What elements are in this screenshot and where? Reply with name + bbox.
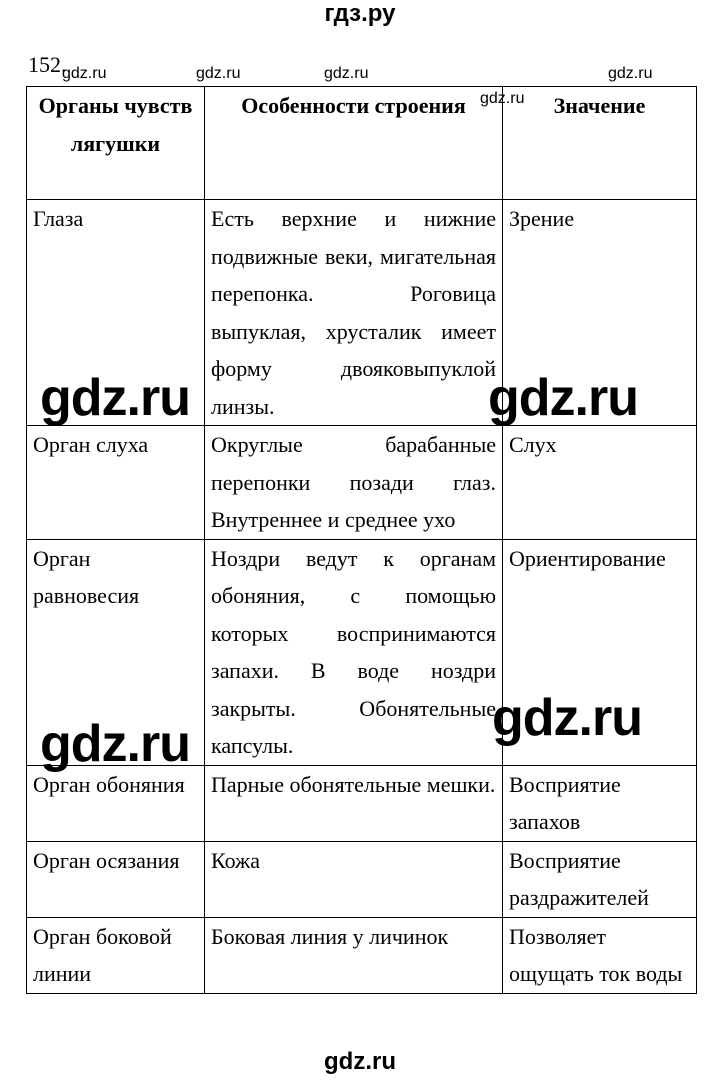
column-header-organ: Органы чувств лягушки bbox=[27, 87, 205, 200]
table-row bbox=[27, 765, 697, 841]
watermark-large: gdz.ru bbox=[40, 369, 190, 427]
cell-organ: Орган равновесия bbox=[27, 539, 205, 765]
column-header-meaning: Значение bbox=[503, 87, 697, 200]
table-row bbox=[27, 841, 697, 917]
table-row bbox=[27, 426, 697, 540]
watermark-small: gdz.ru bbox=[480, 90, 525, 107]
cell-meaning: Слух bbox=[503, 426, 697, 540]
cell-organ: Глаза bbox=[27, 200, 205, 426]
cell-meaning: Восприятие запахов bbox=[503, 765, 697, 841]
cell-structure: Ноздри ведут к органам обоняния, с помощью которых воспринимаются запахи. В воде ноздри закрыты. Обонятельные капсулы. bbox=[205, 539, 503, 765]
cell-meaning: Позволяет ощущать ток воды bbox=[503, 917, 697, 993]
cell-meaning: Ориентирование bbox=[503, 539, 697, 765]
cell-structure: Боковая линия у личинок bbox=[205, 917, 503, 993]
cell-organ: Орган осязания bbox=[27, 841, 205, 917]
cell-structure: Есть верхние и нижние подвижные веки, мигательная перепонка. Роговица выпуклая, хрусталик имеет форму двояковыпуклой линзы. bbox=[205, 200, 503, 426]
watermark-small: gdz.ru bbox=[324, 65, 369, 82]
cell-structure: Парные обонятельные мешки. bbox=[205, 765, 503, 841]
site-footer: gdz.ru bbox=[324, 1048, 396, 1075]
watermark-small: gdz.ru bbox=[196, 65, 241, 82]
cell-structure: Округлые барабанные перепонки позади глаз. Внутреннее и среднее ухо bbox=[205, 426, 503, 540]
cell-organ: Орган боковой линии bbox=[27, 917, 205, 993]
organs-table bbox=[26, 86, 697, 994]
watermark-small: gdz.ru bbox=[608, 65, 653, 82]
task-number: 152. bbox=[28, 52, 67, 77]
cell-organ: Орган обоняния bbox=[27, 765, 205, 841]
site-header: гдз.ру bbox=[324, 0, 396, 27]
cell-meaning: Восприятие раздражителей bbox=[503, 841, 697, 917]
watermark-large: gdz.ru bbox=[40, 715, 190, 773]
table-row bbox=[27, 917, 697, 993]
table-header-row bbox=[27, 87, 697, 200]
watermark-large: gdz.ru bbox=[488, 369, 638, 427]
cell-structure: Кожа bbox=[205, 841, 503, 917]
watermark-large: gdz.ru bbox=[492, 689, 642, 747]
cell-organ: Орган слуха bbox=[27, 426, 205, 540]
column-header-structure: Особенности строения bbox=[205, 87, 503, 200]
cell-meaning: Зрение bbox=[503, 200, 697, 426]
watermark-small: gdz.ru bbox=[62, 65, 107, 82]
